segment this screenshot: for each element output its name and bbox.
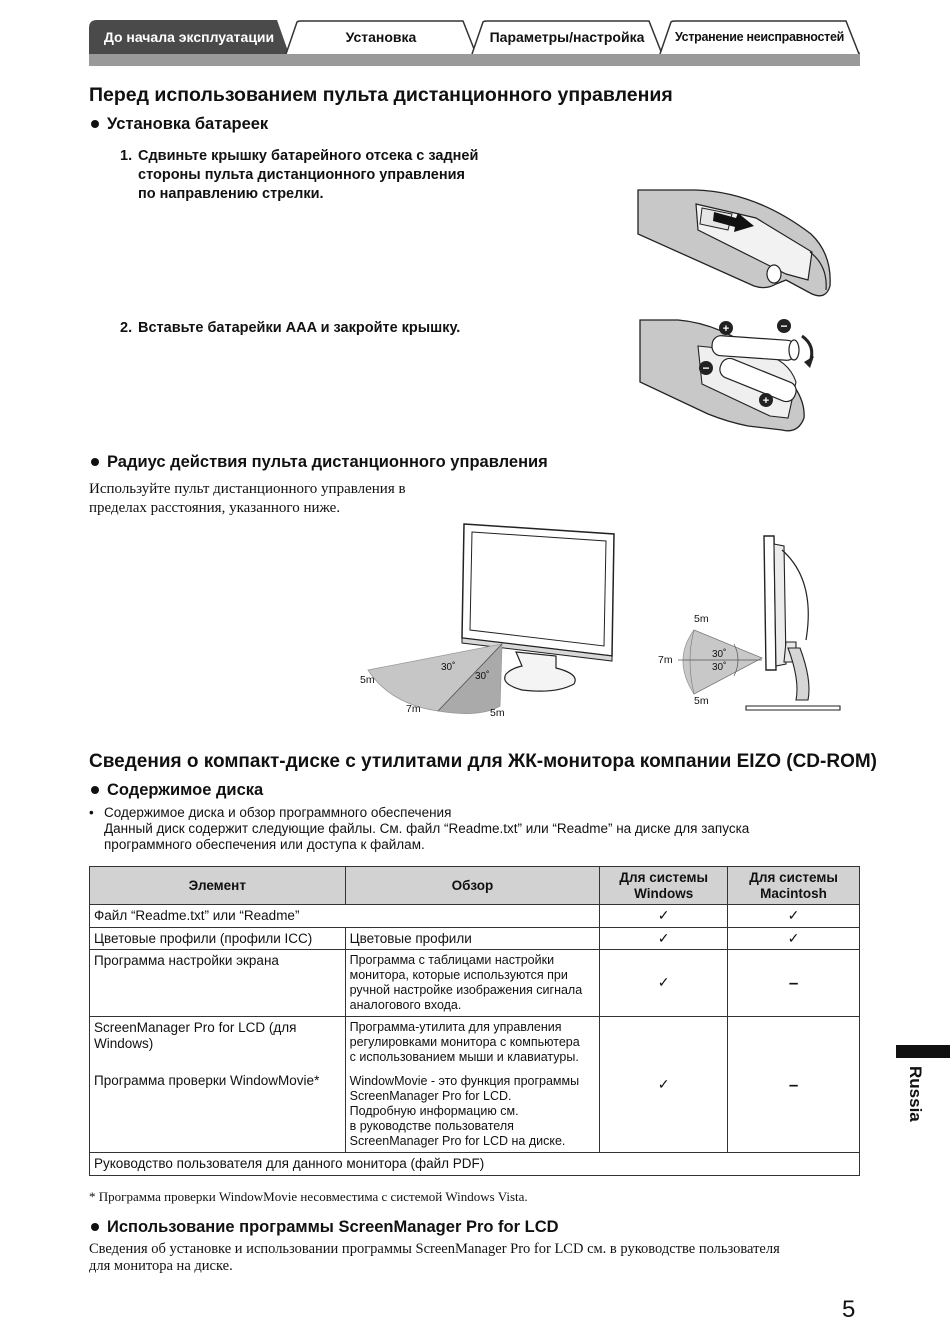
header-item: Элемент bbox=[90, 867, 346, 905]
cell-dash: – bbox=[728, 950, 860, 1017]
table-header-row bbox=[90, 867, 860, 905]
text-line: регулировками монитора с компьютера bbox=[349, 1035, 580, 1049]
bullet-dot bbox=[91, 120, 99, 128]
text-line: WindowMovie - это функция программы bbox=[349, 1074, 580, 1088]
tab-bar bbox=[89, 18, 860, 66]
label-7m-side: 7m bbox=[658, 654, 673, 666]
label-angle-a: 30˚ bbox=[441, 662, 456, 673]
step-text: Вставьте батарейки AAA и закройте крышку. bbox=[138, 320, 461, 336]
text-line: Сведения об установке и использовании программы ScreenManager Pro for LCD см. в руководстве пользователя bbox=[89, 1241, 780, 1257]
range-heading bbox=[89, 453, 548, 472]
label-angle-b: 30˚ bbox=[712, 662, 727, 673]
tab-troubleshooting[interactable] bbox=[659, 20, 860, 54]
svg-text:−: − bbox=[702, 361, 710, 375]
text-line: ScreenManager Pro for LCD на диске. bbox=[349, 1134, 566, 1148]
svg-text:+: + bbox=[722, 323, 730, 335]
text-line: аналогового входа. bbox=[349, 998, 462, 1012]
label-5m-bottom: 5m bbox=[694, 695, 709, 707]
step-number: 1. bbox=[120, 148, 133, 164]
page-number: 5 bbox=[842, 1296, 856, 1323]
text-line: Содержимое диска и обзор программного обеспечения bbox=[104, 805, 452, 820]
text-line: Данный диск содержит следующие файлы. См. файл “Readme.txt” или “Readme” на диске для запуска bbox=[104, 821, 750, 836]
cell-item: Программа настройки экрана bbox=[90, 950, 346, 1017]
label-7m: 7m bbox=[406, 703, 421, 715]
range-text bbox=[89, 480, 406, 518]
cell-item bbox=[90, 1017, 346, 1153]
heading-text: Содержимое диска bbox=[107, 781, 264, 799]
label-angle-b: 30˚ bbox=[475, 671, 490, 682]
cell-item: Файл “Readme.txt” или “Readme” bbox=[90, 905, 600, 928]
text-line: программного обеспечения или доступа к файлам. bbox=[104, 837, 425, 852]
text-line: Используйте пульт дистанционного управления в bbox=[89, 481, 406, 497]
bullet-dot bbox=[91, 1223, 99, 1231]
bullet-dot bbox=[91, 458, 99, 466]
language-side-bar bbox=[896, 1045, 950, 1058]
text-line: для монитора на диске. bbox=[89, 1258, 233, 1274]
table-row bbox=[90, 950, 860, 1017]
text-line: ScreenManager Pro for LCD. bbox=[349, 1089, 512, 1103]
text-line: Windows) bbox=[94, 1035, 154, 1051]
text-line: Программа-утилита для управления bbox=[349, 1020, 562, 1034]
label-5m-left: 5m bbox=[360, 674, 375, 686]
cell-check: ✓ bbox=[600, 905, 728, 928]
language-side-tab bbox=[903, 1066, 925, 1130]
heading-text: Установка батареек bbox=[107, 115, 269, 133]
remote-cover-illustration bbox=[636, 186, 836, 306]
footnote: * Программа проверки WindowMovie несовместима с системой Windows Vista. bbox=[89, 1189, 528, 1204]
cell-dash: – bbox=[728, 1017, 860, 1153]
text-line: Программа с таблицами настройки bbox=[349, 953, 555, 967]
text-line: ручной настройке изображения сигнала bbox=[349, 983, 583, 997]
page-title-cd: Сведения о компакт-диске с утилитами для ЖК-монитора компании EIZO (CD-ROM) bbox=[89, 751, 877, 772]
label-5m-right: 5m bbox=[490, 707, 505, 719]
tab-label: Параметры/настройка bbox=[489, 29, 645, 45]
header-overview: Обзор bbox=[345, 867, 600, 905]
text-line: пределах расстояния, указанного ниже. bbox=[89, 500, 341, 516]
step-line: Сдвиньте крышку батарейного отсека с задней bbox=[138, 148, 479, 164]
bullet-dot bbox=[91, 786, 99, 794]
header-windows: Для системы Windows bbox=[600, 867, 728, 905]
step-number: 2. bbox=[120, 320, 133, 336]
table-row bbox=[90, 927, 860, 950]
bullet-item bbox=[89, 805, 749, 853]
step-1 bbox=[120, 147, 479, 204]
text-line: монитора, которые используются при bbox=[349, 968, 568, 982]
tab-settings[interactable] bbox=[471, 20, 663, 54]
tab-label: До начала эксплуатации bbox=[103, 29, 275, 45]
cell-check: ✓ bbox=[728, 905, 860, 928]
text-line: в руководстве пользователя bbox=[349, 1119, 514, 1133]
software-table bbox=[89, 866, 860, 1176]
tab-rail bbox=[89, 52, 860, 66]
range-front-diagram bbox=[350, 518, 630, 723]
battery-heading bbox=[89, 115, 268, 134]
cell-desc: Цветовые профили bbox=[345, 927, 600, 950]
tab-label: Установка bbox=[345, 29, 417, 45]
page-title-remote: Перед использованием пульта дистанционного управления bbox=[89, 84, 673, 106]
step-line: стороны пульта дистанционного управления bbox=[138, 167, 465, 183]
contents-heading bbox=[89, 781, 263, 800]
cell-check: ✓ bbox=[600, 927, 728, 950]
cell-item: Цветовые профили (профили ICC) bbox=[90, 927, 346, 950]
tab-label: Устранение неисправностей bbox=[674, 30, 844, 44]
heading-text: Радиус действия пульта дистанционного управления bbox=[107, 453, 548, 471]
label-angle-a: 30˚ bbox=[712, 649, 727, 660]
table-row bbox=[90, 905, 860, 928]
text-line: Программа проверки WindowMovie* bbox=[94, 1073, 320, 1088]
cell-check: ✓ bbox=[728, 927, 860, 950]
svg-text:+: + bbox=[762, 395, 770, 407]
cell-item: Руководство пользователя для данного монитора (файл PDF) bbox=[90, 1153, 860, 1176]
tab-before-use[interactable] bbox=[89, 20, 289, 54]
text-line: ScreenManager Pro for LCD (для bbox=[94, 1020, 297, 1035]
range-side-diagram bbox=[650, 530, 850, 715]
bullet-mark: • bbox=[89, 805, 94, 820]
svg-text:−: − bbox=[780, 319, 788, 333]
cell-desc bbox=[345, 950, 600, 1017]
header-macintosh: Для системы Macintosh bbox=[728, 867, 860, 905]
usage-heading bbox=[89, 1218, 559, 1237]
cell-check: ✓ bbox=[600, 950, 728, 1017]
step-2 bbox=[120, 319, 461, 338]
usage-text bbox=[89, 1241, 780, 1275]
text-line: Подробную информацию см. bbox=[349, 1104, 519, 1118]
table-row bbox=[90, 1017, 860, 1153]
language-label: Russia bbox=[906, 1066, 925, 1122]
tab-installation[interactable] bbox=[285, 20, 477, 54]
label-5m-top: 5m bbox=[694, 613, 709, 625]
step-line: по направлению стрелки. bbox=[138, 186, 324, 202]
text-line: с использованием мыши и клавиатуры. bbox=[349, 1050, 579, 1064]
cell-desc bbox=[345, 1017, 600, 1153]
cell-check: ✓ bbox=[600, 1017, 728, 1153]
remote-battery-illustration bbox=[638, 318, 828, 442]
heading-text: Использование программы ScreenManager Pro for LCD bbox=[107, 1218, 559, 1236]
table-row bbox=[90, 1153, 860, 1176]
